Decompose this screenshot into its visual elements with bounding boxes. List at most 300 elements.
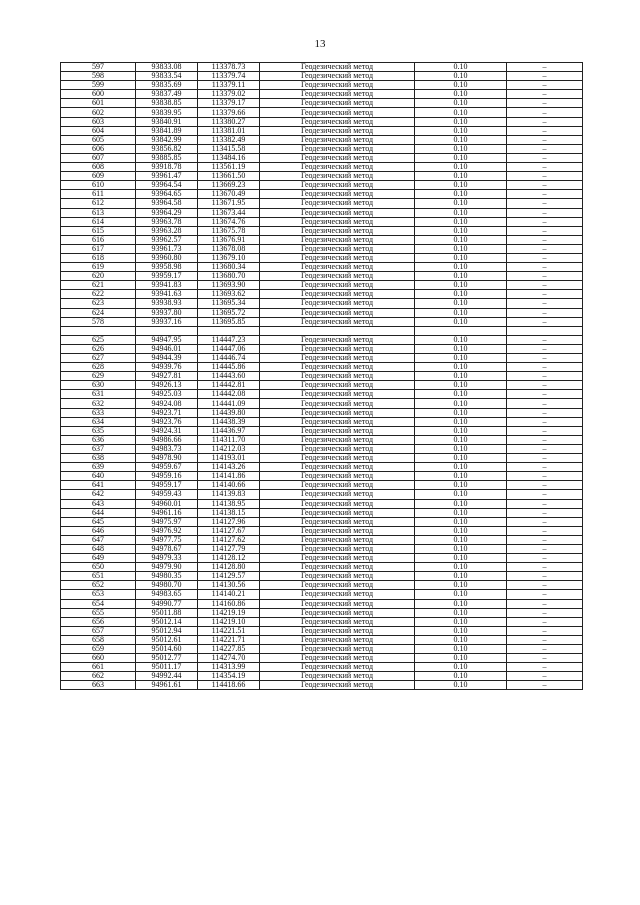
x-coordinate-cell: 94946.01 <box>136 344 198 353</box>
accuracy-cell: 0.10 <box>415 117 507 126</box>
table-row <box>61 572 583 581</box>
point-number-cell: 636 <box>61 435 136 444</box>
note-cell: – <box>507 535 583 544</box>
y-coordinate-cell: 114354.19 <box>198 672 260 681</box>
note-cell: – <box>507 63 583 72</box>
method-cell: Геодезический метод <box>260 317 415 326</box>
accuracy-cell: 0.10 <box>415 263 507 272</box>
table-row <box>61 354 583 363</box>
method-cell: Геодезический метод <box>260 172 415 181</box>
accuracy-cell: 0.10 <box>415 226 507 235</box>
x-coordinate-cell: 94980.35 <box>136 572 198 581</box>
accuracy-cell: 0.10 <box>415 108 507 117</box>
method-cell: Геодезический метод <box>260 426 415 435</box>
x-coordinate-cell: 94926.13 <box>136 381 198 390</box>
y-coordinate-cell: 113695.72 <box>198 308 260 317</box>
x-coordinate-cell: 94959.17 <box>136 481 198 490</box>
x-coordinate-cell: 94977.75 <box>136 535 198 544</box>
note-cell: – <box>507 454 583 463</box>
accuracy-cell: 0.10 <box>415 435 507 444</box>
method-cell: Геодезический метод <box>260 581 415 590</box>
x-coordinate-cell: 95012.61 <box>136 635 198 644</box>
table-row <box>61 490 583 499</box>
point-number-cell: 655 <box>61 608 136 617</box>
table-row <box>61 617 583 626</box>
accuracy-cell: 0.10 <box>415 344 507 353</box>
note-cell: – <box>507 499 583 508</box>
table-row <box>61 535 583 544</box>
accuracy-cell: 0.10 <box>415 672 507 681</box>
point-number-cell: 600 <box>61 90 136 99</box>
note-cell: – <box>507 199 583 208</box>
note-cell: – <box>507 472 583 481</box>
note-cell: – <box>507 144 583 153</box>
point-number-cell: 625 <box>61 335 136 344</box>
y-coordinate-cell: 113379.11 <box>198 81 260 90</box>
point-number-cell: 606 <box>61 144 136 153</box>
x-coordinate-cell: 94983.73 <box>136 444 198 453</box>
table-row <box>61 590 583 599</box>
y-coordinate-cell: 114212.03 <box>198 444 260 453</box>
table-row <box>61 263 583 272</box>
point-number-cell: 610 <box>61 181 136 190</box>
accuracy-cell: 0.10 <box>415 308 507 317</box>
accuracy-cell: 0.10 <box>415 144 507 153</box>
table-row <box>61 663 583 672</box>
empty-cell <box>136 326 198 335</box>
method-cell: Геодезический метод <box>260 235 415 244</box>
accuracy-cell: 0.10 <box>415 299 507 308</box>
table-row <box>61 654 583 663</box>
x-coordinate-cell: 94944.39 <box>136 354 198 363</box>
table-row <box>61 190 583 199</box>
point-number-cell: 653 <box>61 590 136 599</box>
x-coordinate-cell: 94979.90 <box>136 563 198 572</box>
y-coordinate-cell: 114160.86 <box>198 599 260 608</box>
accuracy-cell: 0.10 <box>415 408 507 417</box>
table-row <box>61 272 583 281</box>
accuracy-cell: 0.10 <box>415 481 507 490</box>
y-coordinate-cell: 114442.08 <box>198 390 260 399</box>
accuracy-cell: 0.10 <box>415 572 507 581</box>
table-row <box>61 63 583 72</box>
table-row <box>61 481 583 490</box>
method-cell: Геодезический метод <box>260 153 415 162</box>
y-coordinate-cell: 114219.10 <box>198 617 260 626</box>
point-number-cell: 609 <box>61 172 136 181</box>
note-cell: – <box>507 444 583 453</box>
x-coordinate-cell: 93958.98 <box>136 263 198 272</box>
y-coordinate-cell: 114441.09 <box>198 399 260 408</box>
method-cell: Геодезический метод <box>260 308 415 317</box>
table-row <box>61 172 583 181</box>
method-cell: Геодезический метод <box>260 635 415 644</box>
point-number-cell: 618 <box>61 253 136 262</box>
table-row <box>61 72 583 81</box>
accuracy-cell: 0.10 <box>415 599 507 608</box>
table-row <box>61 599 583 608</box>
method-cell: Геодезический метод <box>260 481 415 490</box>
accuracy-cell: 0.10 <box>415 217 507 226</box>
method-cell: Геодезический метод <box>260 390 415 399</box>
accuracy-cell: 0.10 <box>415 454 507 463</box>
point-number-cell: 598 <box>61 72 136 81</box>
point-number-cell: 629 <box>61 372 136 381</box>
x-coordinate-cell: 93840.91 <box>136 117 198 126</box>
separator-row <box>61 326 583 335</box>
point-number-cell: 603 <box>61 117 136 126</box>
x-coordinate-cell: 93961.47 <box>136 172 198 181</box>
note-cell: – <box>507 181 583 190</box>
method-cell: Геодезический метод <box>260 544 415 553</box>
y-coordinate-cell: 113674.76 <box>198 217 260 226</box>
y-coordinate-cell: 113680.70 <box>198 272 260 281</box>
note-cell: – <box>507 235 583 244</box>
accuracy-cell: 0.10 <box>415 317 507 326</box>
point-number-cell: 652 <box>61 581 136 590</box>
accuracy-cell: 0.10 <box>415 399 507 408</box>
y-coordinate-cell: 114140.21 <box>198 590 260 599</box>
accuracy-cell: 0.10 <box>415 508 507 517</box>
method-cell: Геодезический метод <box>260 208 415 217</box>
method-cell: Геодезический метод <box>260 472 415 481</box>
note-cell: – <box>507 135 583 144</box>
note-cell: – <box>507 390 583 399</box>
table-row <box>61 435 583 444</box>
x-coordinate-cell: 94927.81 <box>136 372 198 381</box>
y-coordinate-cell: 113382.49 <box>198 135 260 144</box>
x-coordinate-cell: 93856.82 <box>136 144 198 153</box>
x-coordinate-cell: 94990.77 <box>136 599 198 608</box>
y-coordinate-cell: 114193.01 <box>198 454 260 463</box>
accuracy-cell: 0.10 <box>415 372 507 381</box>
x-coordinate-cell: 94947.95 <box>136 335 198 344</box>
method-cell: Геодезический метод <box>260 563 415 572</box>
table-row <box>61 99 583 108</box>
y-coordinate-cell: 113695.85 <box>198 317 260 326</box>
table-row <box>61 135 583 144</box>
y-coordinate-cell: 114447.23 <box>198 335 260 344</box>
x-coordinate-cell: 93963.28 <box>136 226 198 235</box>
note-cell: – <box>507 208 583 217</box>
accuracy-cell: 0.10 <box>415 517 507 526</box>
y-coordinate-cell: 113673.44 <box>198 208 260 217</box>
accuracy-cell: 0.10 <box>415 535 507 544</box>
x-coordinate-cell: 94975.97 <box>136 517 198 526</box>
table-row <box>61 117 583 126</box>
point-number-cell: 644 <box>61 508 136 517</box>
table-row <box>61 253 583 262</box>
note-cell: – <box>507 435 583 444</box>
x-coordinate-cell: 93961.73 <box>136 244 198 253</box>
point-number-cell: 651 <box>61 572 136 581</box>
y-coordinate-cell: 114219.19 <box>198 608 260 617</box>
note-cell: – <box>507 163 583 172</box>
method-cell: Геодезический метод <box>260 217 415 226</box>
x-coordinate-cell: 93937.16 <box>136 317 198 326</box>
point-number-cell: 646 <box>61 526 136 535</box>
table-row <box>61 608 583 617</box>
accuracy-cell: 0.10 <box>415 181 507 190</box>
note-cell: – <box>507 672 583 681</box>
point-number-cell: 654 <box>61 599 136 608</box>
x-coordinate-cell: 95014.60 <box>136 645 198 654</box>
y-coordinate-cell: 114129.57 <box>198 572 260 581</box>
point-number-cell: 642 <box>61 490 136 499</box>
x-coordinate-cell: 94959.16 <box>136 472 198 481</box>
point-number-cell: 628 <box>61 363 136 372</box>
y-coordinate-cell: 114127.96 <box>198 517 260 526</box>
coordinates-table-body <box>61 63 583 690</box>
x-coordinate-cell: 93833.54 <box>136 72 198 81</box>
accuracy-cell: 0.10 <box>415 172 507 181</box>
note-cell: – <box>507 554 583 563</box>
accuracy-cell: 0.10 <box>415 581 507 590</box>
y-coordinate-cell: 114313.99 <box>198 663 260 672</box>
y-coordinate-cell: 114127.67 <box>198 526 260 535</box>
x-coordinate-cell: 94980.70 <box>136 581 198 590</box>
table-row <box>61 635 583 644</box>
method-cell: Геодезический метод <box>260 599 415 608</box>
method-cell: Геодезический метод <box>260 117 415 126</box>
accuracy-cell: 0.10 <box>415 90 507 99</box>
y-coordinate-cell: 114140.66 <box>198 481 260 490</box>
table-row <box>61 563 583 572</box>
point-number-cell: 602 <box>61 108 136 117</box>
note-cell: – <box>507 463 583 472</box>
accuracy-cell: 0.10 <box>415 463 507 472</box>
method-cell: Геодезический метод <box>260 344 415 353</box>
x-coordinate-cell: 93941.63 <box>136 290 198 299</box>
x-coordinate-cell: 94986.66 <box>136 435 198 444</box>
y-coordinate-cell: 113661.50 <box>198 172 260 181</box>
accuracy-cell: 0.10 <box>415 654 507 663</box>
x-coordinate-cell: 94983.65 <box>136 590 198 599</box>
note-cell: – <box>507 635 583 644</box>
x-coordinate-cell: 93833.08 <box>136 63 198 72</box>
point-number-cell: 647 <box>61 535 136 544</box>
note-cell: – <box>507 354 583 363</box>
x-coordinate-cell: 93964.54 <box>136 181 198 190</box>
note-cell: – <box>507 253 583 262</box>
y-coordinate-cell: 113669.23 <box>198 181 260 190</box>
note-cell: – <box>507 372 583 381</box>
method-cell: Геодезический метод <box>260 90 415 99</box>
x-coordinate-cell: 95012.77 <box>136 654 198 663</box>
method-cell: Геодезический метод <box>260 354 415 363</box>
x-coordinate-cell: 94992.44 <box>136 672 198 681</box>
accuracy-cell: 0.10 <box>415 490 507 499</box>
y-coordinate-cell: 113680.34 <box>198 263 260 272</box>
table-row <box>61 144 583 153</box>
y-coordinate-cell: 114130.56 <box>198 581 260 590</box>
empty-cell <box>415 326 507 335</box>
accuracy-cell: 0.10 <box>415 417 507 426</box>
point-number-cell: 604 <box>61 126 136 135</box>
accuracy-cell: 0.10 <box>415 681 507 690</box>
point-number-cell: 608 <box>61 163 136 172</box>
x-coordinate-cell: 93839.95 <box>136 108 198 117</box>
point-number-cell: 641 <box>61 481 136 490</box>
empty-cell <box>260 326 415 335</box>
point-number-cell: 612 <box>61 199 136 208</box>
note-cell: – <box>507 645 583 654</box>
method-cell: Геодезический метод <box>260 535 415 544</box>
x-coordinate-cell: 94961.61 <box>136 681 198 690</box>
x-coordinate-cell: 95012.14 <box>136 617 198 626</box>
y-coordinate-cell: 113670.49 <box>198 190 260 199</box>
x-coordinate-cell: 94976.92 <box>136 526 198 535</box>
accuracy-cell: 0.10 <box>415 472 507 481</box>
y-coordinate-cell: 114439.80 <box>198 408 260 417</box>
y-coordinate-cell: 113379.74 <box>198 72 260 81</box>
accuracy-cell: 0.10 <box>415 499 507 508</box>
y-coordinate-cell: 114143.26 <box>198 463 260 472</box>
y-coordinate-cell: 113484.16 <box>198 153 260 162</box>
method-cell: Геодезический метод <box>260 272 415 281</box>
x-coordinate-cell: 93837.49 <box>136 90 198 99</box>
method-cell: Геодезический метод <box>260 99 415 108</box>
table-row <box>61 499 583 508</box>
accuracy-cell: 0.10 <box>415 663 507 672</box>
empty-cell <box>61 326 136 335</box>
method-cell: Геодезический метод <box>260 226 415 235</box>
point-number-cell: 638 <box>61 454 136 463</box>
point-number-cell: 633 <box>61 408 136 417</box>
y-coordinate-cell: 114138.95 <box>198 499 260 508</box>
x-coordinate-cell: 93937.80 <box>136 308 198 317</box>
x-coordinate-cell: 93964.29 <box>136 208 198 217</box>
method-cell: Геодезический метод <box>260 126 415 135</box>
table-row <box>61 426 583 435</box>
accuracy-cell: 0.10 <box>415 617 507 626</box>
method-cell: Геодезический метод <box>260 645 415 654</box>
note-cell: – <box>507 317 583 326</box>
table-row <box>61 299 583 308</box>
accuracy-cell: 0.10 <box>415 526 507 535</box>
point-number-cell: 645 <box>61 517 136 526</box>
method-cell: Геодезический метод <box>260 490 415 499</box>
point-number-cell: 660 <box>61 654 136 663</box>
note-cell: – <box>507 526 583 535</box>
note-cell: – <box>507 290 583 299</box>
table-row <box>61 472 583 481</box>
point-number-cell: 605 <box>61 135 136 144</box>
point-number-cell: 663 <box>61 681 136 690</box>
table-row <box>61 244 583 253</box>
y-coordinate-cell: 114138.15 <box>198 508 260 517</box>
point-number-cell: 623 <box>61 299 136 308</box>
note-cell: – <box>507 335 583 344</box>
accuracy-cell: 0.10 <box>415 190 507 199</box>
y-coordinate-cell: 114221.51 <box>198 626 260 635</box>
x-coordinate-cell: 94923.76 <box>136 417 198 426</box>
method-cell: Геодезический метод <box>260 626 415 635</box>
method-cell: Геодезический метод <box>260 517 415 526</box>
y-coordinate-cell: 113561.19 <box>198 163 260 172</box>
note-cell: – <box>507 344 583 353</box>
note-cell: – <box>507 217 583 226</box>
method-cell: Геодезический метод <box>260 417 415 426</box>
table-row <box>61 217 583 226</box>
note-cell: – <box>507 563 583 572</box>
x-coordinate-cell: 95011.17 <box>136 663 198 672</box>
point-number-cell: 578 <box>61 317 136 326</box>
y-coordinate-cell: 113693.62 <box>198 290 260 299</box>
method-cell: Геодезический метод <box>260 363 415 372</box>
point-number-cell: 648 <box>61 544 136 553</box>
coordinates-table <box>60 62 583 690</box>
point-number-cell: 635 <box>61 426 136 435</box>
table-row <box>61 308 583 317</box>
table-row <box>61 645 583 654</box>
method-cell: Геодезический метод <box>260 372 415 381</box>
accuracy-cell: 0.10 <box>415 554 507 563</box>
table-row <box>61 390 583 399</box>
accuracy-cell: 0.10 <box>415 235 507 244</box>
accuracy-cell: 0.10 <box>415 544 507 553</box>
point-number-cell: 639 <box>61 463 136 472</box>
y-coordinate-cell: 114141.86 <box>198 472 260 481</box>
note-cell: – <box>507 544 583 553</box>
x-coordinate-cell: 94939.76 <box>136 363 198 372</box>
table-row <box>61 508 583 517</box>
accuracy-cell: 0.10 <box>415 99 507 108</box>
accuracy-cell: 0.10 <box>415 253 507 262</box>
x-coordinate-cell: 94979.33 <box>136 554 198 563</box>
method-cell: Геодезический метод <box>260 72 415 81</box>
note-cell: – <box>507 281 583 290</box>
table-row <box>61 363 583 372</box>
y-coordinate-cell: 114418.66 <box>198 681 260 690</box>
y-coordinate-cell: 113415.58 <box>198 144 260 153</box>
x-coordinate-cell: 94923.71 <box>136 408 198 417</box>
method-cell: Геодезический метод <box>260 299 415 308</box>
table-row <box>61 454 583 463</box>
method-cell: Геодезический метод <box>260 508 415 517</box>
note-cell: – <box>507 244 583 253</box>
y-coordinate-cell: 114127.79 <box>198 544 260 553</box>
x-coordinate-cell: 93841.89 <box>136 126 198 135</box>
accuracy-cell: 0.10 <box>415 608 507 617</box>
accuracy-cell: 0.10 <box>415 645 507 654</box>
note-cell: – <box>507 363 583 372</box>
y-coordinate-cell: 114442.81 <box>198 381 260 390</box>
note-cell: – <box>507 272 583 281</box>
table-row <box>61 199 583 208</box>
point-number-cell: 621 <box>61 281 136 290</box>
y-coordinate-cell: 113679.10 <box>198 253 260 262</box>
y-coordinate-cell: 114447.06 <box>198 344 260 353</box>
x-coordinate-cell: 94924.08 <box>136 399 198 408</box>
table-row <box>61 281 583 290</box>
point-number-cell: 650 <box>61 563 136 572</box>
method-cell: Геодезический метод <box>260 399 415 408</box>
note-cell: – <box>507 190 583 199</box>
point-number-cell: 626 <box>61 344 136 353</box>
point-number-cell: 637 <box>61 444 136 453</box>
table-row <box>61 290 583 299</box>
x-coordinate-cell: 93835.69 <box>136 81 198 90</box>
x-coordinate-cell: 95012.94 <box>136 626 198 635</box>
table-row <box>61 226 583 235</box>
method-cell: Геодезический метод <box>260 435 415 444</box>
note-cell: – <box>507 426 583 435</box>
table-row <box>61 626 583 635</box>
point-number-cell: 616 <box>61 235 136 244</box>
y-coordinate-cell: 114227.85 <box>198 645 260 654</box>
accuracy-cell: 0.10 <box>415 81 507 90</box>
